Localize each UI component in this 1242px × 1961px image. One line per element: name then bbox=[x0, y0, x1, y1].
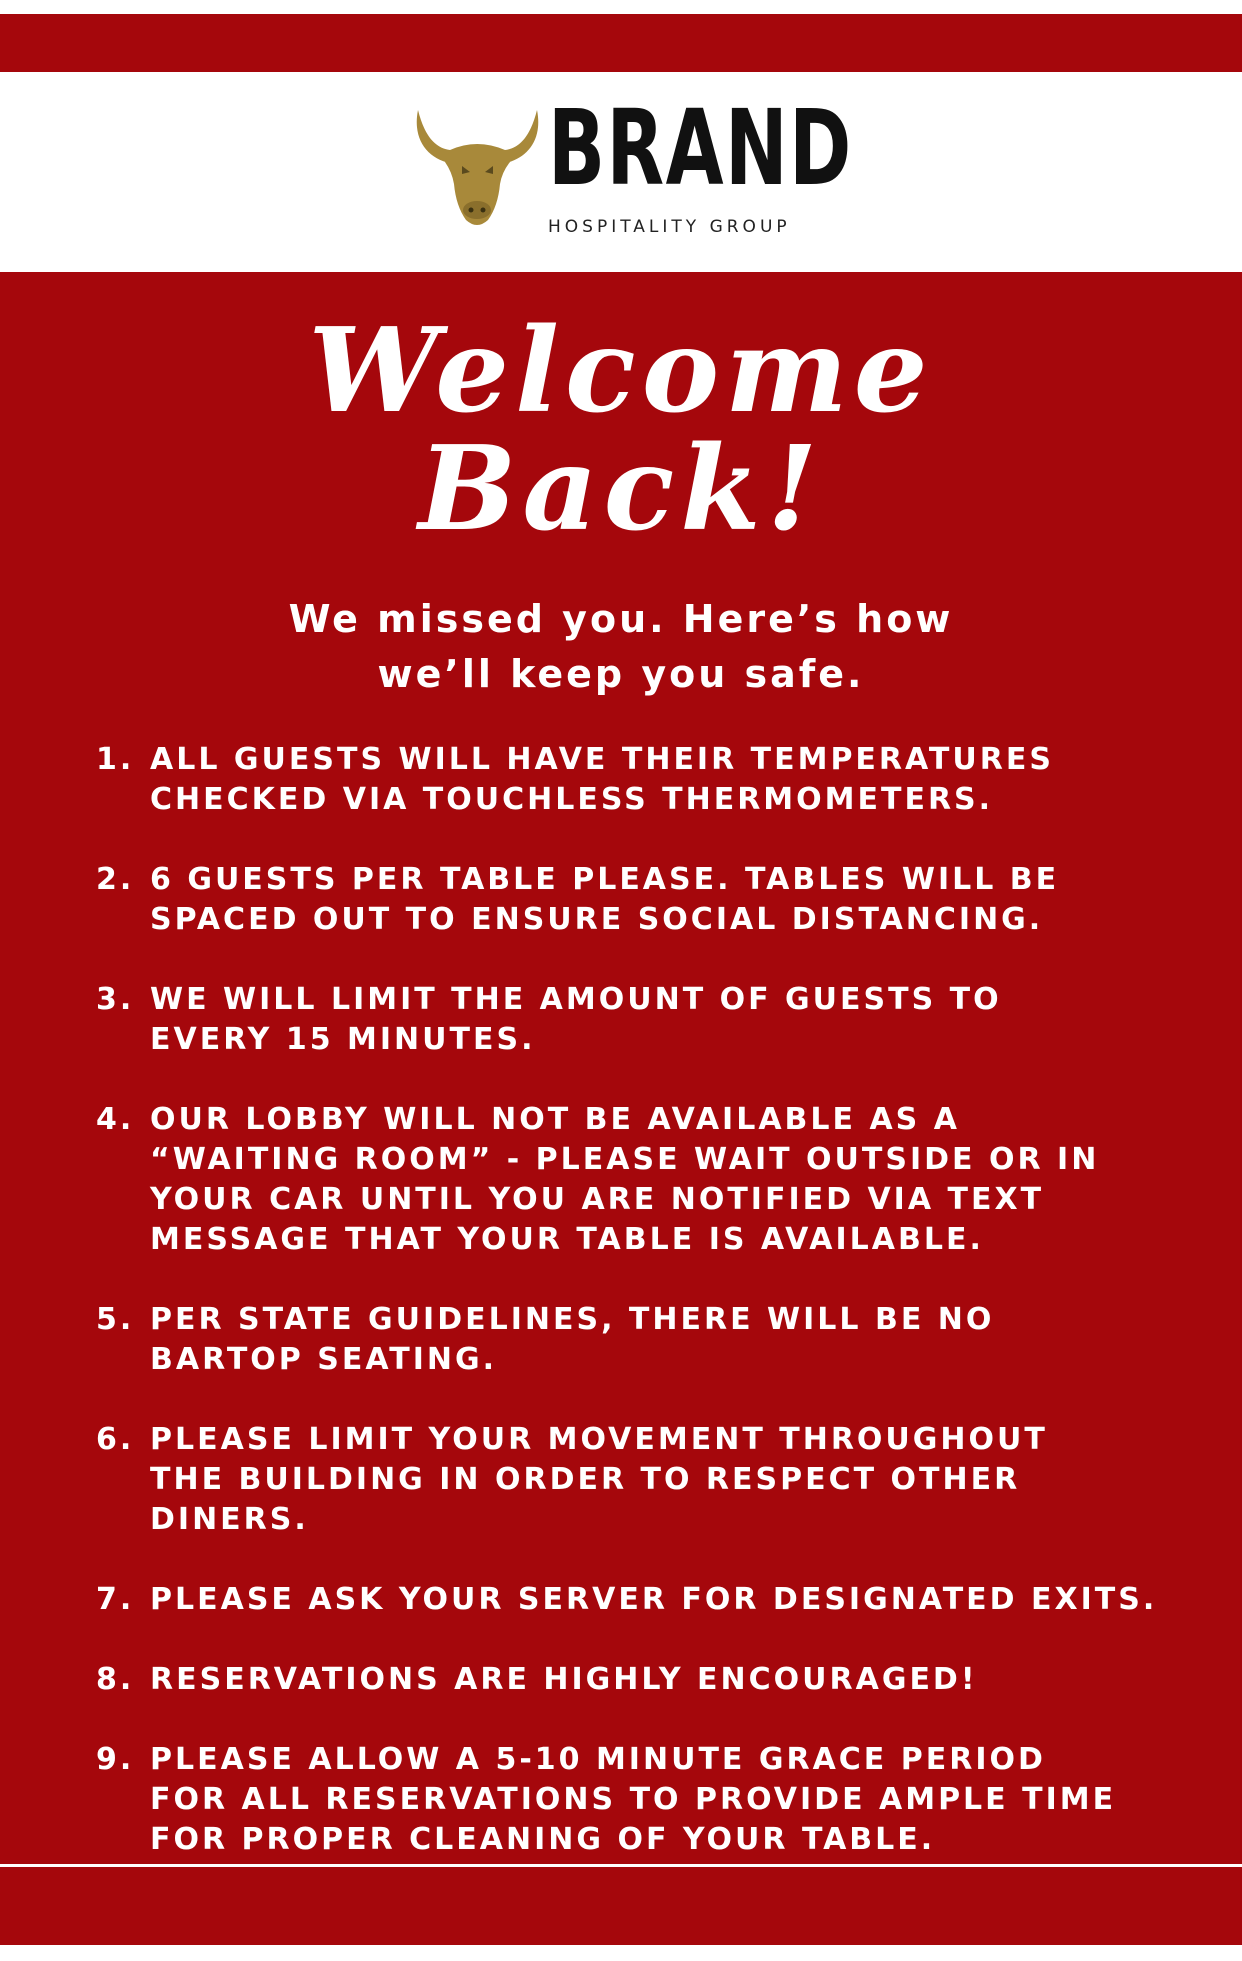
rule-number: 2. bbox=[96, 862, 135, 897]
rule-item bbox=[96, 980, 1176, 1060]
rule-item bbox=[96, 1660, 1176, 1700]
rule-number: 8. bbox=[96, 1662, 135, 1697]
rule-number: 3. bbox=[96, 982, 135, 1017]
rule-text: 6 GUESTS PER TABLE PLEASE. TABLES WILL BE SPACED OUT TO ENSURE SOCIAL DISTANCING. bbox=[150, 862, 1060, 937]
rule-item bbox=[96, 1100, 1176, 1260]
brand-subtitle: HOSPITALITY GROUP bbox=[548, 217, 791, 237]
brand-name: BRAND bbox=[548, 87, 853, 209]
rule-item bbox=[96, 1420, 1176, 1540]
logo-header bbox=[0, 72, 1242, 272]
rule-text: RESERVATIONS ARE HIGHLY ENCOURAGED! bbox=[150, 1662, 978, 1697]
safety-rules-list bbox=[96, 740, 1176, 1860]
rule-text: PLEASE LIMIT YOUR MOVEMENT THROUGHOUT THE BUILDING IN ORDER TO RESPECT OTHER DINERS. bbox=[150, 1422, 1048, 1537]
rule-item bbox=[96, 1580, 1176, 1620]
bull-head-icon bbox=[410, 102, 545, 232]
rule-text: PER STATE GUIDELINES, THERE WILL BE NO BARTOP SEATING. bbox=[150, 1302, 995, 1377]
rule-item bbox=[96, 1300, 1176, 1380]
rule-number: 9. bbox=[96, 1742, 135, 1777]
rule-text: OUR LOBBY WILL NOT BE AVAILABLE AS A “WAITING ROOM” - PLEASE WAIT OUTSIDE OR IN YOUR CAR UNTIL YOU ARE NOTIFIED VIA TEXT MESSAGE THAT YOUR TABLE IS AVAILABLE. bbox=[150, 1102, 1100, 1257]
rule-text: PLEASE ASK YOUR SERVER FOR DESIGNATED EXITS. bbox=[150, 1582, 1158, 1617]
rule-number: 4. bbox=[96, 1102, 135, 1137]
rule-text: PLEASE ALLOW A 5-10 MINUTE GRACE PERIOD FOR ALL RESERVATIONS TO PROVIDE AMPLE TIME FOR PROPER CLEANING OF YOUR TABLE. bbox=[150, 1742, 1117, 1857]
top-red-band bbox=[0, 14, 1242, 72]
rule-item bbox=[96, 740, 1176, 820]
headline-line-2: Back! bbox=[418, 421, 824, 558]
headline-line-1: Welcome bbox=[308, 303, 934, 439]
rule-text: WE WILL LIMIT THE AMOUNT OF GUESTS TO EVERY 15 MINUTES. bbox=[150, 982, 1002, 1057]
rule-number: 1. bbox=[96, 742, 135, 777]
rule-number: 6. bbox=[96, 1422, 135, 1457]
bottom-red-band bbox=[0, 1867, 1242, 1945]
rule-number: 7. bbox=[96, 1582, 135, 1617]
tagline-line-2: we’ll keep you safe. bbox=[377, 652, 865, 697]
main-panel bbox=[0, 272, 1242, 1864]
rule-text: ALL GUESTS WILL HAVE THEIR TEMPERATURES CHECKED VIA TOUCHLESS THERMOMETERS. bbox=[150, 742, 1054, 817]
rule-item bbox=[96, 860, 1176, 940]
tagline bbox=[0, 592, 1242, 702]
rule-number: 5. bbox=[96, 1302, 135, 1337]
welcome-headline bbox=[0, 303, 1242, 558]
tagline-line-1: We missed you. Here’s how bbox=[288, 597, 954, 641]
rule-item bbox=[96, 1740, 1176, 1860]
